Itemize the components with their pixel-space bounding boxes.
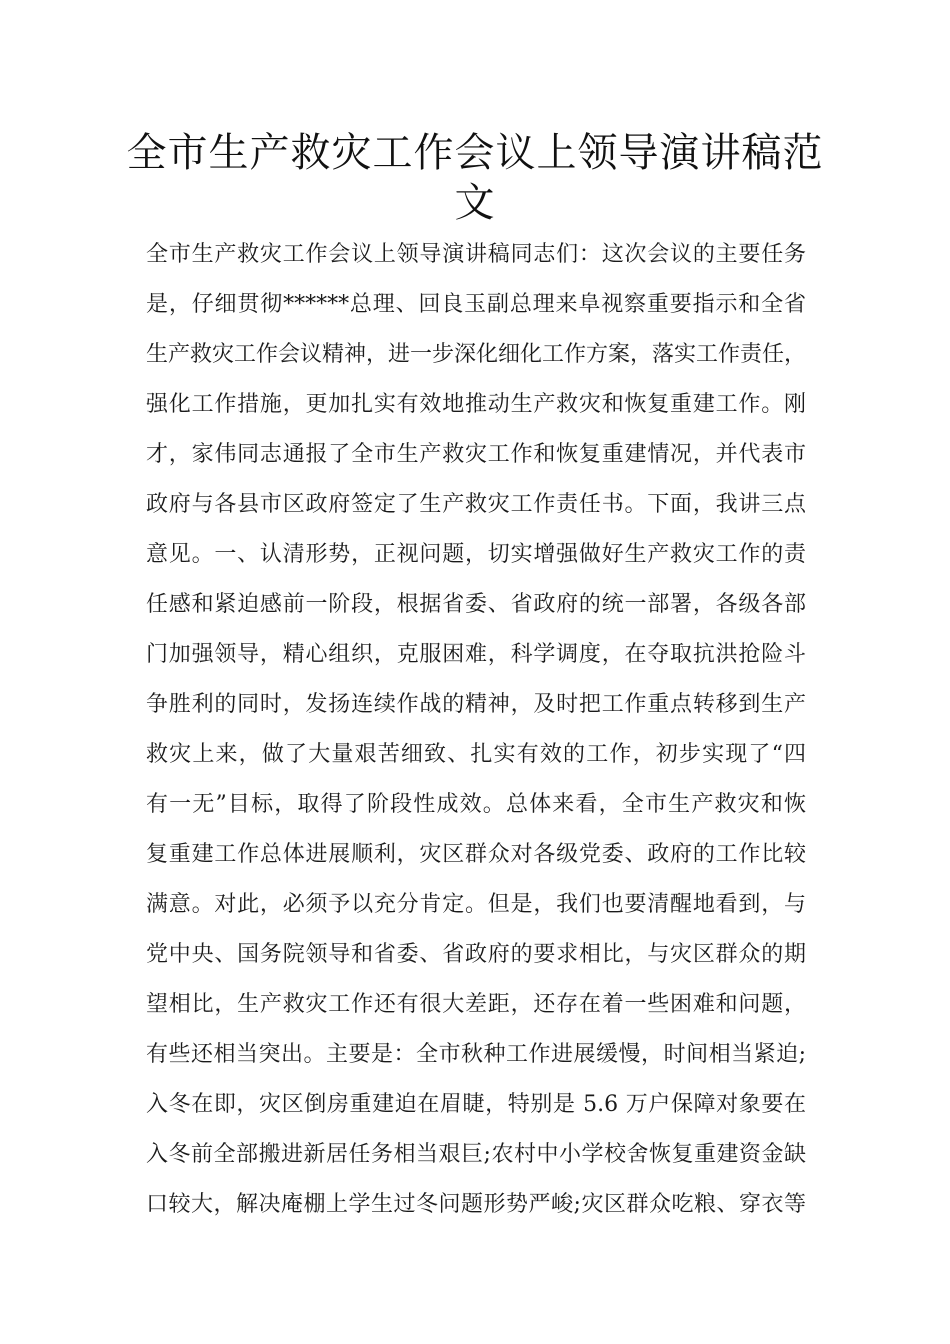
title-line-2: 文 xyxy=(454,180,496,226)
body-line: 门加强领导，精心组织，克服困难，科学调度，在夺取抗洪抢险斗 xyxy=(146,642,806,667)
body-line: 有些还相当突出。主要是：全市秋种工作进展缓慢，时间相当紧迫; xyxy=(146,1042,806,1067)
body-line: 强化工作措施，更加扎实有效地推动生产救灾和恢复重建工作。刚 xyxy=(146,392,806,417)
body-line: 复重建工作总体进展顺利，灾区群众对各级党委、政府的工作比较 xyxy=(146,842,806,867)
body-line: 是，仔细贯彻******总理、回良玉副总理来阜视察重要指示和全省 xyxy=(146,292,806,317)
body-line: 望相比，生产救灾工作还有很大差距，还存在着一些困难和问题， xyxy=(146,992,806,1017)
body-line: 任感和紧迫感前一阶段，根据省委、省政府的统一部署，各级各部 xyxy=(146,592,806,617)
body-line: 争胜利的同时，发扬连续作战的精神，及时把工作重点转移到生产 xyxy=(146,692,806,717)
body-line: 全市生产救灾工作会议上领导演讲稿同志们：这次会议的主要任务 xyxy=(146,242,806,267)
body-line: 入冬在即，灾区倒房重建迫在眉睫，特别是 5.6 万户保障对象要在 xyxy=(146,1092,806,1117)
document-title xyxy=(120,128,830,228)
body-line: 政府与各县市区政府签定了生产救灾工作责任书。下面，我讲三点 xyxy=(146,492,806,517)
body-line: 口较大，解决庵棚上学生过冬问题形势严峻;灾区群众吃粮、穿衣等 xyxy=(146,1192,806,1217)
body-line: 生产救灾工作会议精神，进一步深化细化工作方案，落实工作责任， xyxy=(146,342,806,367)
body-line: 意见。一、认清形势，正视问题，切实增强做好生产救灾工作的责 xyxy=(146,542,806,567)
body-line: 才，家伟同志通报了全市生产救灾工作和恢复重建情况，并代表市 xyxy=(146,442,806,467)
body-line: 救灾上来，做了大量艰苦细致、扎实有效的工作，初步实现了“四 xyxy=(146,742,806,767)
title-line-1: 全市生产救灾工作会议上领导演讲稿范 xyxy=(126,130,824,176)
body-line: 满意。对此，必须予以充分肯定。但是，我们也要清醒地看到，与 xyxy=(146,892,806,917)
document-body xyxy=(146,230,806,1230)
body-line: 党中央、国务院领导和省委、省政府的要求相比，与灾区群众的期 xyxy=(146,942,806,967)
body-line: 有一无”目标，取得了阶段性成效。总体来看，全市生产救灾和恢 xyxy=(146,792,806,817)
body-line: 入冬前全部搬进新居任务相当艰巨;农村中小学校舍恢复重建资金缺 xyxy=(146,1142,806,1167)
